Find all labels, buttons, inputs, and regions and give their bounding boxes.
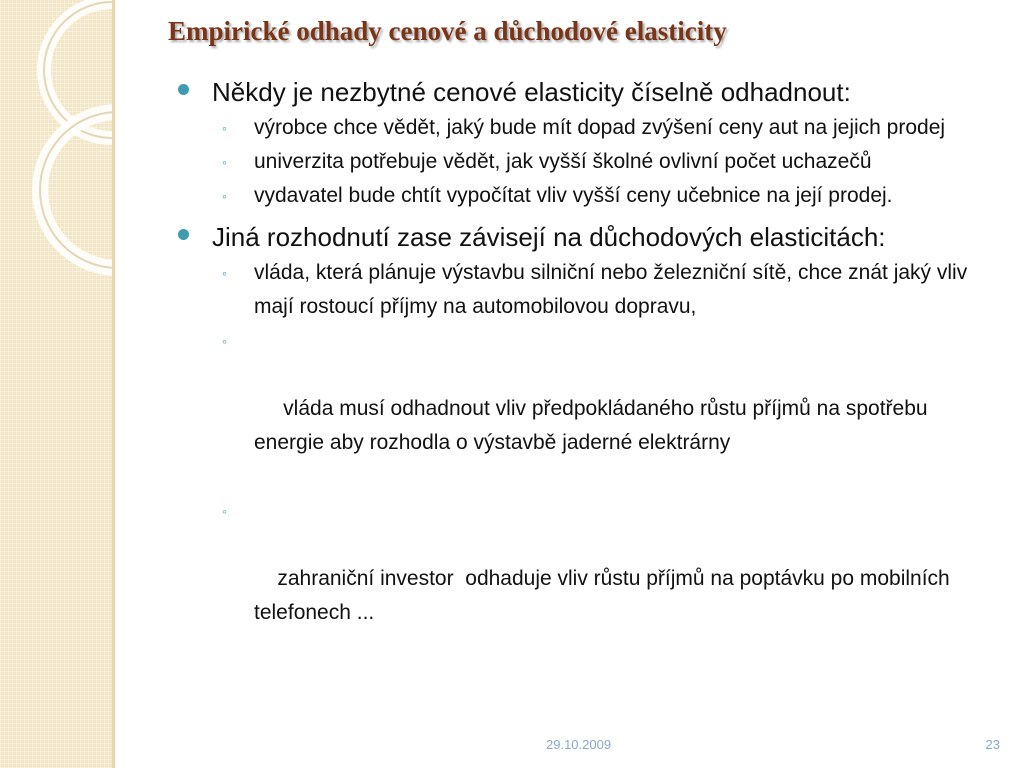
sub-bullet-item: [176, 494, 991, 664]
slide-title: Empirické odhady cenové a důchodové elasticity: [168, 16, 727, 46]
sub-bullet-item: [176, 324, 991, 494]
circle-bullet-icon: ◦: [222, 265, 227, 281]
circle-bullet-icon: ◦: [222, 188, 227, 204]
page-number: 23: [985, 737, 1000, 752]
sub-bullet-item: [176, 179, 991, 213]
bullet-item-1: [176, 74, 991, 111]
bullet-dot-icon: [178, 229, 189, 240]
circle-bullet-icon: ◦: [222, 503, 227, 519]
sub-bullet-text: výrobce chce vědět, jaký bude mít dopad zvýšení ceny aut na jejich prodej: [254, 116, 946, 139]
circle-bullet-icon: ◦: [222, 120, 227, 136]
sub-bullet-item: [176, 145, 991, 179]
bullet-dot-icon: [178, 84, 189, 95]
circle-bullet-icon: ◦: [222, 154, 227, 170]
bullet-text: Jiná rozhodnutí zase závisejí na důchodových elasticitách:: [212, 222, 886, 252]
bullet-item-2: [176, 219, 991, 256]
sidebar-edge: [112, 0, 115, 768]
sub-bullet-item: [176, 111, 991, 145]
footer-date: 29.10.2009: [546, 737, 612, 752]
sub-bullet-text: vydavatel bude chtít vypočítat vliv vyšší ceny učebnice na její prodej.: [254, 184, 893, 207]
circle-bullet-icon: ◦: [222, 333, 227, 349]
sub-bullet-item: [176, 256, 991, 324]
decorative-rings-icon: [0, 0, 112, 768]
sub-bullet-text: zahraniční investor odhaduje vliv růstu příjmů na poptávku po mobilních telefonech ...: [254, 567, 956, 624]
slide-content: [176, 74, 991, 664]
sub-bullet-text: vláda, která plánuje výstavbu silniční nebo železniční sítě, chce znát jaký vliv mají rostoucí příjmy na automobilovou dopravu,: [254, 261, 968, 318]
bullet-text: Někdy je nezbytné cenové elasticity číselně odhadnout:: [212, 77, 851, 107]
sub-bullet-text: univerzita potřebuje vědět, jak vyšší školné ovlivní počet uchazečů: [254, 150, 872, 173]
sub-bullet-text: vláda musí odhadnout vliv předpokládaného růstu příjmů na spotřebu energie aby rozhodla o výstavbě jaderné elektrárny: [254, 397, 934, 454]
decorative-sidebar: [0, 0, 112, 768]
